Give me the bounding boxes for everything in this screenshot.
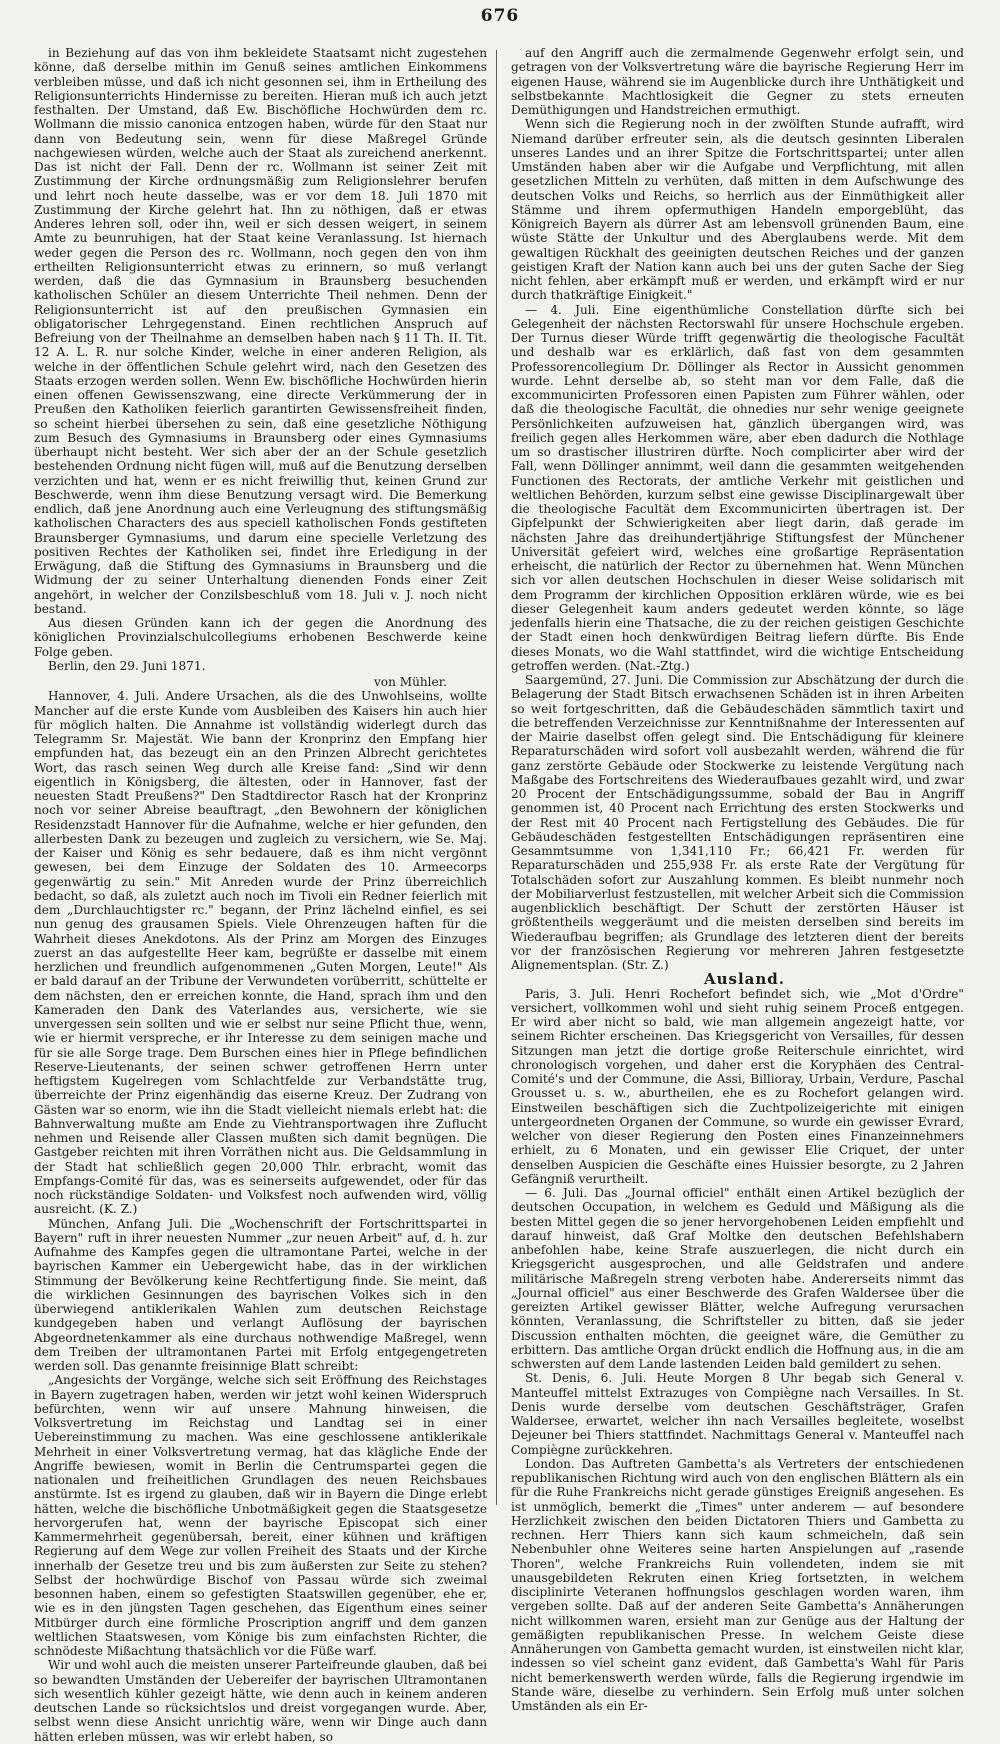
article-paragraph: in Beziehung auf das von ihm bekleidete Staatsamt nicht zugestehen könne, daß derselbe mithin im Genuß seines amtlichen Einkommens verbleiben müsse, und daß ich nicht gesonnen sei, ihm in Ertheilung des Religionsunterrichts Hindernisse zu bereiten. Hieran muß ich auch jetzt festhalten. Der Umstand, daß Ew. Bischöfliche Hochwürden dem rc. Wollmann die missio canonica entzogen haben, würde für den Staat nur dann von Bedeutung sein, wenn für diese Maßregel Gründe nachgewiesen würden, welche auch der Staat als zureichend anerkennt. Das ist nicht der Fall. Denn der rc. Wollmann ist seiner Zeit mit Zustimmung der Kirche ordnungsmäßig zum Religionslehrer berufen und lehrt noch heute dasselbe, was er vor dem 18. Juli 1870 mit Zustimmung der Kirche gelehrt hat. Ihn zu nöthigen, daß er etwas Anderes lehren soll, oder ihn, weil er sich dessen weigert, in seinem Amte zu beunruhigen, hat der Staat keine Veranlassung. Ist hiernach weder gegen die Person des rc. Wollmann, noch gegen den von ihm ertheilten Religionsunterricht etwas zu erinnern, so muß verlangt werden, daß die das Gymnasium in Braunsberg besuchenden katholischen Schüler an diesem Unterrichte Theil nehmen. Denn der Religionsunterricht ist auf den preußischen Gymnasien ein obligatorischer Lehrgegenstand. Einen rechtlichen Anspruch auf Befreiung von der Theilnahme an demselben haben nach § 11 Th. II. Tit. 12 A. L. R. nur solche Kinder, welche in einer anderen Religion, als welche in der öffentlichen Schule gelehrt wird, nach den Gesetzen des Staats erzogen werden sollen. Wenn Ew. bischöfliche Hochwürden hierin einen offenen Gewissenszwang, eine directe Verkümmerung der in Preußen den Katholiken feierlich garantirten Gewissensfreiheit finden, so scheint hierbei übersehen zu sein, daß eine gesetzliche Nöthigung zum Besuch des Gymnasiums in Braunsberg oder eines Gymnasiums überhaupt nicht besteht. Wer sich aber der an der Schule gesetzlich bestehenden Ordnung nicht fügen will, muß auf die Benutzung derselben verzichten und hat, wenn er es nicht freiwillig thut, keinen Grund zur Beschwerde, wenn ihm diese Benutzung versagt wird. Die Bemerkung endlich, daß jene Anordnung auch eine Verleugnung des stiftungsmäßig katholischen Characters des aus speciell katholischen Fonds gestifteten Braunsberger Gymnasiums, und darum eine specielle Verletzung des positiven Rechtes der Katholiken sei, findet ihre Erledigung in der Erwägung, daß die Stiftung des Gymnasiums in Braunsberg und die Widmung der zu seiner Unterhaltung dienenden Fonds einer Zeit angehört, in welcher der Conzilsbeschluß vom 18. Juli v. J. noch nicht bestand. [34, 46, 487, 616]
article-paragraph: Paris, 3. Juli. Henri Rochefort befindet sich, wie „Mot d'Ordre" versichert, vollkommen wohl und sieht ruhig seinem Proceß entgegen. Er wird aber nicht so bald, wie man allgemein angezeigt hatte, vor seinem Richter erscheinen. Das Kriegsgericht von Versailles, für dessen Sitzungen man jetzt die dortige große Reiterschule einrichtet, wird chronologisch vorgehen, und daher erst die Koryphäen des Central-Comité's und der Commune, die Assi, Billioray, Urbain, Verdure, Paschal Grousset u. s. w., aburtheilen, ehe es zu Rochefort gelangen wird. Einstweilen beschäftigen sich die Zuchtpolizeigerichte mit einigen untergeordneten Organen der Commune, so wurde ein gewisser Evrard, welcher von dieser Regierung den Posten eines Finanzeinnehmers erhielt, zu 6 Monaten, und ein gewisser Elie Criquet, der unter denselben Auspicien die Geschäfte eines Huissier besorgte, zu 2 Jahren Gefängniß verurtheilt. [511, 986, 964, 1186]
article-paragraph: Saargemünd, 27. Juni. Die Commission zur Abschätzung der durch die Belagerung der Stadt Bitsch erwachsenen Schäden ist in ihren Arbeiten so weit fortgeschritten, daß die Gebäudeschäden sämmtlich taxirt und die betreffenden Verzeichnisse zur Kenntnißnahme der Interessenten auf der Mairie daselbst offen gelegt sind. Die Entschädigung für kleinere Reparaturschäden wird sofort voll ausbezahlt werden, während die für ganz zerstörte Gebäude oder Stockwerke zu leistende Vergütung nach Maßgabe des Fortschreitens des Wiederaufbaues gezahlt wird, und zwar 20 Procent der Entschädigungssumme, sobald der Bau in Angriff genommen ist, 40 Procent nach Errichtung des ersten Stockwerks und der Rest mit 40 Procent nach Fertigstellung des Gebäudes. Die für Gebäudeschäden festgestellten Entschädigungen repräsentiren eine Gesammtsumme von 1,341,110 Fr.; 66,421 Fr. werden für Reparaturschäden und 255,938 Fr. als erste Rate der Vergütung für Totalschäden sofort zur Auszahlung kommen. Es bleibt nunmehr noch der Mobiliarverlust festzustellen, mit welcher Arbeit sich die Commission augenblicklich beschäftigt. Der Schutt der zerstörten Häuser ist größtentheils weggeräumt und die meisten derselben sind bereits im Wiederaufbau begriffen; als Grundlage des letzteren dient der bereits vor der französischen Regierung vor mehreren Jahren festgesetzte Alignementsplan. (Str. Z.) [511, 673, 964, 972]
dateline: Berlin, den 29. Juni 1871. [48, 658, 206, 673]
signature: von Mühler. [373, 675, 447, 689]
article-paragraph: St. Denis, 6. Juli. Heute Morgen 8 Uhr begab sich General v. Manteuffel mittelst Extrazuges von Compiègne nach Versailles. In St. Denis wurde derselbe vom deutschen Geschäftsträger, Grafen Waldersee, erwartet, welcher ihn nach Versailles begleitete, woselbst Dejeuner bei Thiers stattfindet. Nachmittags General v. Manteuffel nach Compiègne zurückkehren. [511, 1371, 964, 1457]
article-paragraph: London. Das Auftreten Gambetta's als Vertreters der entschiedenen republikanischen Richtung wird auch von den englischen Blättern als ein für die Ruhe Frankreichs nicht gerade günstiges Ereigniß angesehen. Es ist unmöglich, bemerkt die „Times" unter anderem — auf besondere Herzlichkeit zwischen den beiden Dictatoren Thiers und Gambetta zu rechnen. Herr Thiers kann sich kaum schmeicheln, daß sein Nebenbuhler ohne Weiteres seine harten Anspielungen auf „rasende Thoren", welche Frankreichs Ruin vollendeten, indem sie mit unausgebildeten Rekruten einen Krieg fortsetzten, in welchem disciplinirte Veteranen hoffnungslos geschlagen worden waren, ihm vergeben sollte. Daß auf der anderen Seite Gambetta's Annäherungen nicht willkommen waren, ersieht man zur Genüge aus der Haltung der gemäßigten republikanischen Presse. In welchem Geiste diese Annäherungen von Gambetta gemacht wurden, ist einstweilen nicht klar, indessen so viel scheint ganz evident, daß Gambetta's Wahl für Paris nicht bemerkenswerth werden würde, falls die Regierung irgendwie im Stande wäre, dieselbe zu verhindern. Sein Erfolg muß unter solchen Umständen als ein Er- [511, 1456, 964, 1713]
article-paragraph: — 4. Juli. Eine eigenthümliche Constellation dürfte sich bei Gelegenheit der nächsten Rectorswahl für unsere Hochschule ergeben. Der Turnus dieser Würde trifft gegenwärtig die theologische Facultät und deshalb war es erklärlich, daß fast von dem gesammten Professorencollegium Dr. Döllinger als Rector in Aussicht genommen wurde. Lehnt derselbe ab, so steht man vor dem Falle, daß die excommunicirten Professoren einen Papisten zum Führer wählen, oder daß die theologische Facultät, die ohnedies nur sehr wenige geeignete Persönlichkeiten aufzuweisen hat, gänzlich übergangen wird, was freilich gegen alles Herkommen wäre, aber eben dadurch die Nothlage um so drastischer illustriren dürfte. Noch complicirter aber wird der Fall, wenn Döllinger annimmt, weil dann die gesammten weitgehenden Functionen des Rectorats, der amtliche Verkehr mit geistlichen und weltlichen Behörden, kurzum selbst eine gewisse Disciplinargewalt über die theologische Facultät dem Excommunicirten übertragen ist. Der Gipfelpunkt der Schwierigkeiten aber liegt darin, daß gerade im nächsten Jahre das dreihundertjährige Stiftungsfest der Münchener Universität gefeiert wird, welches eine großartige Repräsentation erheischt, die natürlich der Rector zu übernehmen hat. Wenn München sich vor allen deutschen Hochschulen in dieser Weise solidarisch mit dem Programm der kirchlichen Opposition erklären würde, wie es bei dieser Gelegenheit kaum anders gedeutet werden könnte, so läge jedenfalls hierin eine Thatsache, die zu der reichen geistigen Geschichte der Stadt einen hoch denkwürdigen Beitrag liefern dürfte. Bis Ende dieses Monats, wo die Wahl stattfindet, wird die wichtige Entscheidung getroffen werden. (Nat.-Ztg.) [511, 302, 964, 673]
page-number: 676 [480, 6, 520, 26]
left-column [34, 46, 487, 1744]
article-paragraph: auf den Angriff auch die zermalmende Gegenwehr erfolgt sein, und getragen von der Volksvertretung wäre die bayrische Regierung Herr im eigenen Hause, während sie im Augenblicke durch ihre Unthätigkeit und selbstbekannte Machtlosigkeit die Gegner zu stets erneuten Demüthigungen und Handstreichen ermuthigt. [511, 46, 964, 117]
article-paragraph: — 6. Juli. Das „Journal officiel" enthält einen Artikel bezüglich der deutschen Occupation, in welchem es Geduld und Mäßigung als die besten Mittel gegen die so jener hervorgehobenen Leiden empfiehlt und darauf hinweist, daß Graf Moltke den deutschen Befehlshabern anbefohlen habe, keine Strafe auszuerlegen, die nicht durch ein Kriegsgericht ausgesprochen, und alle Geldstrafen und andere militärische Maßregeln streng verboten habe. Andererseits nimmt das „Journal officiel" aus einer Beschwerde des Grafen Waldersee über die gereizten Artikel gewisser Blätter, welche Aufregung verursachen könnten, Veranlassung, die Schriftsteller zu bitten, daß sie jeder Discussion enthalten möchten, die geeignet wäre, die Gemüther zu erbittern. Das amtliche Organ drückt endlich die Hoffnung aus, in die am schwersten auf dem Lande lastenden Leiden bald gemildert zu sehen. [511, 1186, 964, 1371]
article-paragraph: München, Anfang Juli. Die „Wochenschrift der Fortschrittspartei in Bayern" ruft in ihrer neuesten Nummer „zur neuen Arbeit" auf, d. h. zur Aufnahme des Kampfes gegen die ultramontane Partei, welche in der bayrischen Kammer ein Uebergewicht habe, das in der wirklichen Stimmung der Bevölkerung keine Rechtfertigung finde. Sie meint, daß die wirklichen Gesinnungen des bayrischen Volkes sich in den überwiegend antiklerikalen Wahlen zum deutschen Reichstage kundgegeben haben und verlangt Auflösung der bayrischen Abgeordnetenkammer als eine durchaus nothwendige Maßregel, wenn dem Treiben der ultramontanen Partei mit Erfolg entgegengetreten werden soll. Das genannte freisinnige Blatt schreibt: [34, 1216, 487, 1373]
article-paragraph: Aus diesen Gründen kann ich der gegen die Anordnung des königlichen Provinzialschulcollegiums erhobenen Beschwerde keine Folge geben. [34, 616, 487, 659]
article-paragraph: Hannover, 4. Juli. Andere Ursachen, als die des Unwohlseins, wollte Mancher auf die erste Kunde vom Ausbleiben des Kaisers hin auch hier für möglich halten. Die Annahme ist vollständig widerlegt durch das Telegramm Sr. Majestät. Wie bann der Kronprinz den Empfang hier empfunden hat, das bezeugt ein an den Prinzen Albrecht gerichtetes Wort, das rasch seinen Weg durch alle Kreise fand: „Sind wir denn eigentlich in Königsberg, die ältesten, oder in Hannover, fast der neuesten Stadt Preußens?" Den Stadtdirector Rasch hat der Kronprinz noch vor seiner Abreise beauftragt, „den Bewohnern der königlichen Residenzstadt Hannover für die Aufnahme, welche er hier gefunden, den allerbesten Dank zu bezeugen und zugleich zu versichern, wie Se. Maj. der Kaiser und König es sehr bedauere, daß es ihm nicht vergönnt gewesen, bei dem Einzuge der Soldaten des 10. Armeecorps gegenwärtig zu sein." Mit Anreden wurde der Prinz überreichlich bedacht, so daß, als zuletzt auch noch im Tivoli ein Redner feierlich mit dem „Durchlauchtigster rc." begann, der Prinz lächelnd einfiel, es sei nun genug des grausamen Spiels. Viele Ohrenzeugen haften für die Wahrheit dieses Anekdotons. Als der Prinz am Morgen des Einzuges zuerst an das aufgestellte Heer kam, begrüßte er dasselbe mit einem herzlichen und freundlich aufgenommenen „Guten Morgen, Leute!" Als er bald darauf an der Tribune der Verwundeten vorüberritt, schüttelte er dem nächsten, den er erreichen konnte, die Hand, sprach ihm und den Kameraden den Dank des Vaterlandes aus, versicherte, wie sie unvergessen sein sollten und wie er selbst nur seine Pflicht thue, wenn, wie er hiermit verspreche, er ihr Interesse zu dem seinigen mache und für sie alle Sorge trage. Dem Burschen eines hier in Pflege befindlichen Reserve-Lieutenants, der seinen schwer getroffenen Herrn unter heftigstem Kugelregen vom Schlachtfelde zur Verbandstätte trug, überreichte der Prinz eigenhändig das eiserne Kreuz. Der Zudrang von Gästen war so enorm, wie ihn die Stadt vielleicht niemals erlebt hat: die Bahnverwaltung mußte am Ende zu Viehtransportwagen ihre Zuflucht nehmen und Reisende aller Classen mußten sich damit begnügen. Die Gastgeber reichten mit ihren Vorräthen nicht aus. Die Geldsammlung in der Stadt hat schließlich gegen 20,000 Thlr. erbracht, womit das Empfangs-Comité für das, was es seinerseits aufgewendet, oder für das noch rückständige Soldaten- und Volksfest noch aufwenden wird, völlig ausreicht. (K. Z.) [34, 689, 487, 1217]
section-heading: Ausland. [703, 970, 786, 989]
column-divider [496, 50, 497, 1505]
right-column [511, 46, 964, 1713]
article-paragraph: „Angesichts der Vorgänge, welche sich seit Eröffnung des Reichstages in Bayern zugetragen haben, werden wir jetzt wohl keinen Widerspruch befürchten, wenn wir auf unsere Mahnung hinweisen, die Volksvertretung im Reichstag und Landtag sei in einer Uebereinstimmung zu machen. Was eine geschlossene antiklerikale Mehrheit in einer Volksvertretung vermag, hat das klägliche Ende der Angriffe bewiesen, womit in Berlin die Centrumspartei gegen die nationalen und freiheitlichen Grundlagen des neuen Reichsbaues anstürmte. Ist es irgend zu glauben, daß wir in Bayern die Dinge erlebt hätten, welche die bischöfliche Unbotmäßigkeit gegen die Staatsgesetze hervorgerufen hat, wenn der bayrische Episcopat sich einer Kammermehrheit gegenübersah, bereit, einer kühnen und kräftigen Regierung auf dem Wege zur vollen Freiheit des Staats und der Kirche innerhalb der Gesetze treu und bis zum äußersten zur Seite zu stehen? Selbst der hochwürdige Bischof von Passau würde sich zweimal besonnen haben, einem so gefestigten Staatswillen gegenüber, ehe er, wie es in den jüngsten Tagen geschehen, das Eigenthum eines seiner Mitbürger durch eine förmliche Proscription angriff und dem ganzen weltlichen Staatswesen, vom Könige bis zum einfachsten Richter, die schnödeste Mißachtung thatsächlich vor die Füße warf. [34, 1373, 487, 1658]
article-paragraph: Wenn sich die Regierung noch in der zwölften Stunde aufrafft, wird Niemand darüber erfreuter sein, als die deutsch gesinnten Liberalen unseres Landes und an ihrer Spitze die Fortschrittspartei; unter allen Umständen haben aber wir die Aufgabe und Verpflichtung, mit allen gesetzlichen Mitteln zu verhüten, daß mitten in dem Aufschwunge des deutschen Volks und Reichs, so herrlich aus der Einmüthigkeit aller Stämme und ihrem opfermuthigen Handeln emporgeblüht, das Königreich Bayern als dürrer Ast am lebensvoll grünenden Baum, eine wüste Stätte der Unkultur und des Aberglaubens werde. Mit dem gewaltigen Rückhalt des geeinigten deutschen Reiches und der ganzen geistigen Kraft der Nation kann auch bei uns der guten Sache der Sieg nicht fehlen, aber erkämpft muß er werden, und erkämpft wird er nur durch thatkräftige Einigkeit." [511, 117, 964, 303]
article-paragraph: Wir und wohl auch die meisten unserer Parteifreunde glauben, daß bei so bewandten Umständen der Uebereifer der bayrischen Ultramontanen sich wesentlich kühler gezeigt hätte, wie denn auch in keinem anderen deutschen Lande so rücksichtslos und dreist vorgegangen wurde. Aber, selbst wenn diese Ansicht unrichtig wäre, wenn wir Dinge auch dann hätten erleben müssen, was wir erlebt haben, so [34, 1658, 487, 1744]
